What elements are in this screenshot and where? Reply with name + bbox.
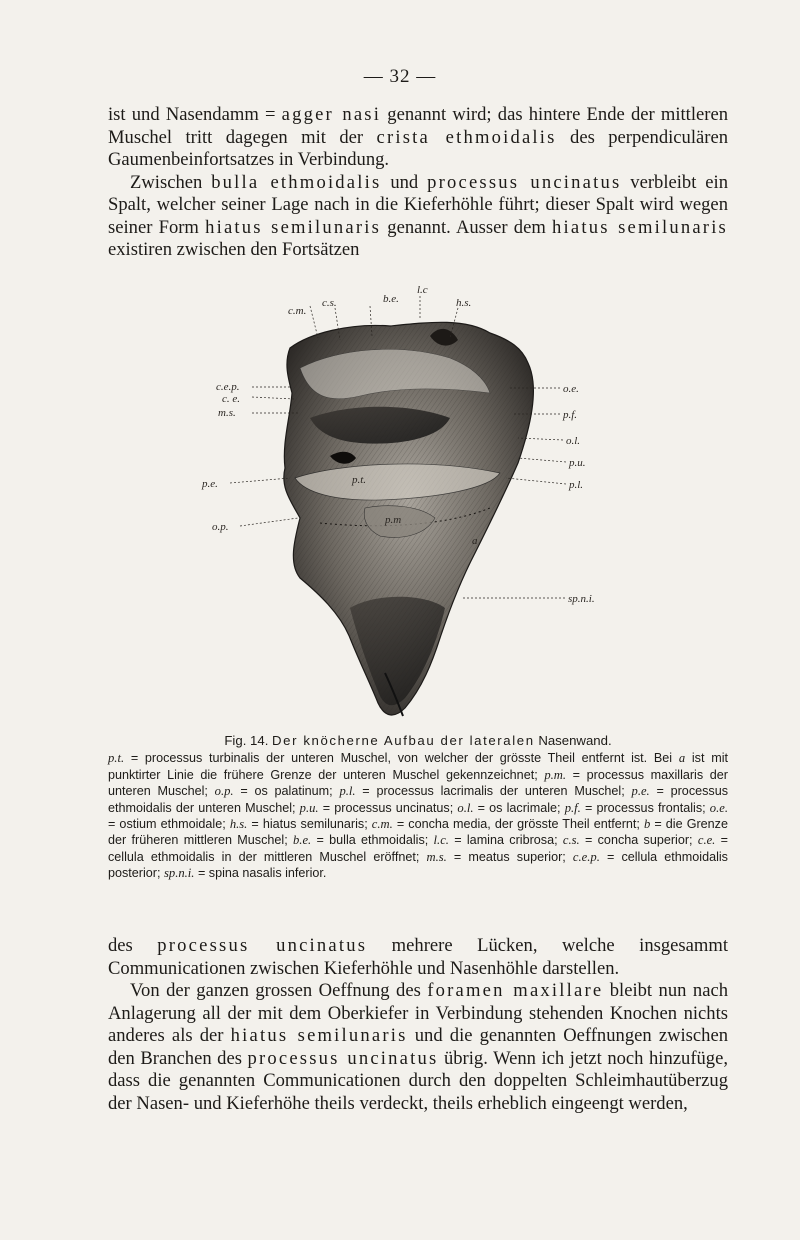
spaced-term: crista ethmoidalis: [376, 126, 557, 148]
caption-title-text: Der knöcherne Aufbau der lateralen: [272, 733, 535, 748]
top-text-block: [108, 104, 728, 262]
caption-text: = os lacrimale;: [473, 800, 565, 815]
caption-text: = processus lacrimalis der unteren Muschel;: [355, 784, 632, 799]
figure-caption: [108, 733, 728, 882]
label-lc: l.c: [417, 284, 428, 296]
label-ol: o.l.: [566, 435, 581, 447]
bottom-text-block: [108, 935, 728, 1115]
label-pm: p.m: [385, 514, 402, 526]
text-run: Von der ganzen grossen Oeffnung des: [130, 980, 428, 1001]
paragraph: [108, 935, 728, 980]
text-run: übrig. Wenn ich jetzt noch hinzufüge, dass die genannten Communicationen durch den doppelten Schleimhautüberzug der Nasen- und Kieferhöhe theils verdeckt, theils erheblich eingeengt werden,: [108, 1047, 729, 1114]
caption-text: = concha superior;: [579, 833, 698, 848]
abbr: c.e.p.: [572, 849, 600, 864]
label-oe: o.e.: [563, 383, 579, 395]
caption-body: [108, 750, 728, 881]
label-op: o.p.: [212, 521, 229, 533]
caption-text: = cellula ethmoidalis posterior;: [108, 849, 728, 881]
caption-text: = die Grenze der früheren mittleren Muschel;: [108, 817, 728, 848]
caption-text: = meatus superior;: [446, 849, 573, 864]
abbr: sp.n.i.: [164, 866, 195, 881]
paragraph: [108, 104, 728, 172]
abbr: l.c.: [433, 833, 449, 848]
caption-figure-number: Fig. 14.: [224, 733, 269, 748]
caption-text: = os palatinum;: [233, 784, 340, 799]
label-spni: sp.n.i.: [568, 593, 595, 605]
text-run: ist und Nasendamm =: [108, 104, 282, 125]
text-run: des perpendiculären Gaumenbeinfortsatzes in Verbindung.: [108, 126, 728, 170]
caption-text: = hiatus semilunaris;: [247, 817, 372, 832]
label-cep: c.e.p.: [216, 381, 240, 393]
caption-text: = processus maxillaris der unteren Muschel;: [108, 767, 728, 799]
abbr: b: [643, 817, 651, 832]
text-run: des: [108, 935, 158, 956]
label-hs: h.s.: [456, 297, 472, 309]
abbr: c.m.: [371, 817, 393, 832]
caption-text: = lamina cribrosa;: [448, 833, 563, 848]
abbr: b.e.: [293, 833, 312, 848]
text-run: Zwischen: [130, 171, 212, 193]
abbr: m.s.: [426, 849, 447, 864]
abbr: c.s.: [562, 833, 580, 848]
spaced-term: processus uncinatus: [247, 1047, 439, 1069]
spaced-term: hiatus semilunaris: [552, 216, 728, 238]
label-cm: c.m.: [288, 305, 307, 317]
paragraph: [108, 980, 728, 1115]
abbr: o.p.: [214, 784, 234, 799]
spaced-term: foramen maxillare: [427, 980, 604, 1001]
abbr: p.u.: [299, 800, 319, 815]
text-run: und: [381, 171, 428, 193]
abbr: o.e.: [709, 800, 728, 815]
caption-text: ist mit punktirter Linie die frühere Grenze der unteren Muschel gekennzeichnet;: [108, 751, 728, 782]
text-run: genannt. Ausser dem: [381, 216, 553, 238]
caption-text: = concha media, der grösste Theil entfernt;: [392, 817, 644, 832]
anatomy-figure: [200, 278, 600, 733]
abbr: p.t.: [108, 751, 125, 766]
caption-text: = spina nasalis inferior.: [194, 866, 327, 881]
abbr: p.m.: [544, 767, 567, 782]
abbr: o.l.: [457, 800, 474, 815]
spaced-term: processus uncinatus: [157, 935, 368, 956]
label-be: b.e.: [383, 293, 399, 305]
caption-text: = cellula ethmoidalis in der mittleren Muschel eröffnet;: [108, 833, 728, 864]
caption-text: = ostium ethmoidale;: [108, 817, 230, 832]
caption-text: = processus turbinalis der unteren Muschel, von welcher der grösste Theil entfernt ist. Bei: [124, 751, 679, 766]
caption-text: = processus ethmoidalis der unteren Muschel;: [108, 784, 729, 815]
text-run: und die genannten Oeffnungen zwischen den Branchen des: [108, 1025, 729, 1069]
caption-text: = bulla ethmoidalis;: [311, 833, 434, 848]
abbr: p.e.: [631, 784, 650, 799]
abbr: c.e.: [697, 833, 716, 848]
abbr: p.l.: [339, 784, 356, 799]
page-number: — 32 —: [363, 66, 437, 87]
caption-text: = processus uncinatus;: [318, 800, 458, 815]
caption-title: [108, 733, 728, 749]
paragraph: [108, 172, 728, 262]
label-pl: p.l.: [569, 479, 584, 491]
abbr: a: [678, 751, 686, 766]
spaced-term: hiatus semilunaris: [205, 216, 382, 238]
spaced-term: bulla ethmoidalis: [211, 171, 382, 193]
text-run: bleibt nun nach Anlagerung all der mit dem Oberkiefer in Verbindung stehenden Knochen nichts anderes als der: [108, 980, 729, 1046]
caption-title-end: Nasenwand.: [538, 733, 612, 748]
text-run: genannt wird; das hintere Ende der mittleren Muschel tritt dagegen mit der: [108, 104, 728, 148]
spina-region: [350, 597, 445, 706]
label-pf: p.f.: [563, 409, 578, 421]
spaced-term: processus uncinatus: [427, 171, 622, 193]
bone-illustration: [200, 278, 600, 733]
label-pu: p.u.: [569, 457, 586, 469]
label-pt: p.t.: [352, 474, 367, 486]
caption-text: = processus frontalis;: [580, 800, 710, 815]
label-ce: c. e.: [222, 393, 241, 405]
label-cs: c.s.: [322, 297, 337, 309]
text-run: existiren zwischen den Fortsätzen: [108, 239, 360, 260]
spaced-term: agger nasi: [281, 104, 382, 125]
abbr: h.s.: [229, 817, 248, 832]
label-ms: m.s.: [218, 407, 236, 419]
text-run: verbleibt ein Spalt, welcher seiner Lage nach in die Kieferhöhle führt; dieser Spalt wird wegen seiner Form: [108, 171, 728, 238]
label-a: a: [472, 535, 478, 547]
text-run: mehrere Lücken, welche insgesammt Communicationen zwischen Kieferhöhle und Nasenhöhle darstellen.: [108, 935, 728, 979]
label-pe: p.e.: [202, 478, 218, 490]
spaced-term: hiatus semilunaris: [230, 1025, 408, 1046]
abbr: p.f.: [564, 800, 581, 815]
